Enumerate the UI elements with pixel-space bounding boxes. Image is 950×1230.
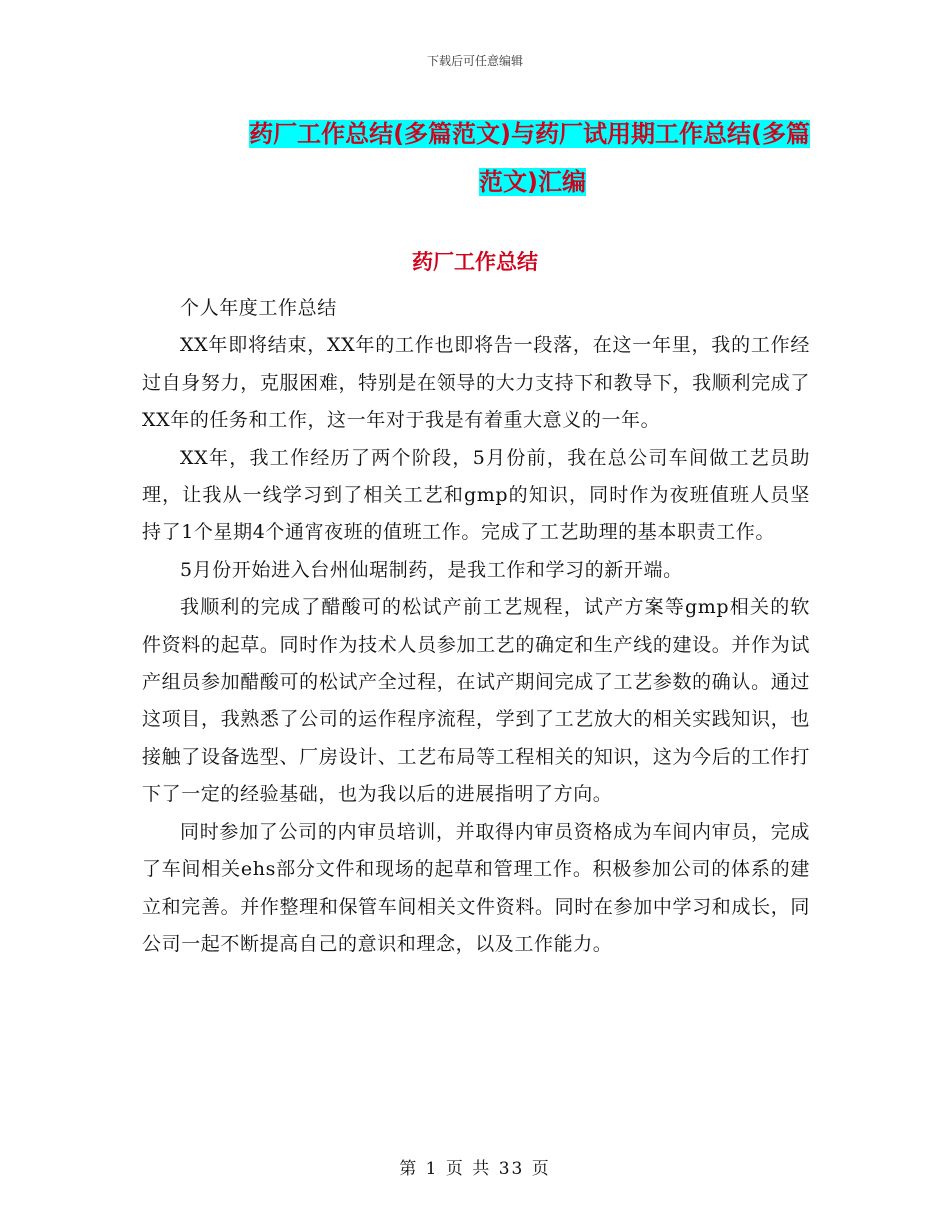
document-title-line-2 [140, 158, 810, 206]
title-highlight-2: 范文)汇编 [479, 168, 586, 196]
section-heading: 药厂工作总结 [412, 250, 538, 274]
paragraph: XX年即将结束，XX年的工作也即将告一段落，在这一年里，我的工作经过自身努力，克服困难，特别是在领导的大力支持下和教导下，我顺利完成了XX年的任务和工作，这一年对于我是有着重大意义的一年。 [142, 334, 810, 432]
paragraph: XX年，我工作经历了两个阶段，5月份前，我在总公司车间做工艺员助理，让我从一线学习到了相关工艺和gmp的知识，同时作为夜班值班人员坚持了1个星期4个通宵夜班的值班工作。完成了工艺助理的基本职责工作。 [142, 446, 810, 544]
paragraph: 我顺利的完成了醋酸可的松试产前工艺规程，试产方案等gmp相关的软件资料的起草。同时作为技术人员参加工艺的确定和生产线的建设。并作为试产组员参加醋酸可的松试产全过程，在试产期间完成了工艺参数的确认。通过这项目，我熟悉了公司的运作程序流程，学到了工艺放大的相关实践知识，也接触了设备选型、厂房设计、工艺布局等工程相关的知识，这为今后的工作打下了一定的经验基础，也为我以后的进展指明了方向。 [142, 596, 810, 806]
title-highlight-1: 药厂工作总结(多篇范文)与药厂试用期工作总结(多篇 [249, 120, 810, 148]
paragraph: 同时参加了公司的内审员培训，并取得内审员资格成为车间内审员，完成了车间相关ehs部分文件和现场的起草和管理工作。积极参加公司的体系的建立和完善。并作整理和保管车间相关文件资料。同时在参加中学习和成长，同公司一起不断提高自己的意识和理念，以及工作能力。 [142, 820, 810, 955]
document-title [140, 110, 810, 206]
header-note: 下载后可任意编辑 [426, 54, 523, 68]
page-number-footer: 第 1 页 共 33 页 [399, 1159, 551, 1179]
paragraph: 个人年度工作总结 [180, 297, 337, 319]
body-text [142, 290, 810, 963]
paragraph: 5月份开始进入台州仙琚制药，是我工作和学习的新开端。 [180, 558, 683, 581]
document-title-line-1 [140, 110, 810, 158]
